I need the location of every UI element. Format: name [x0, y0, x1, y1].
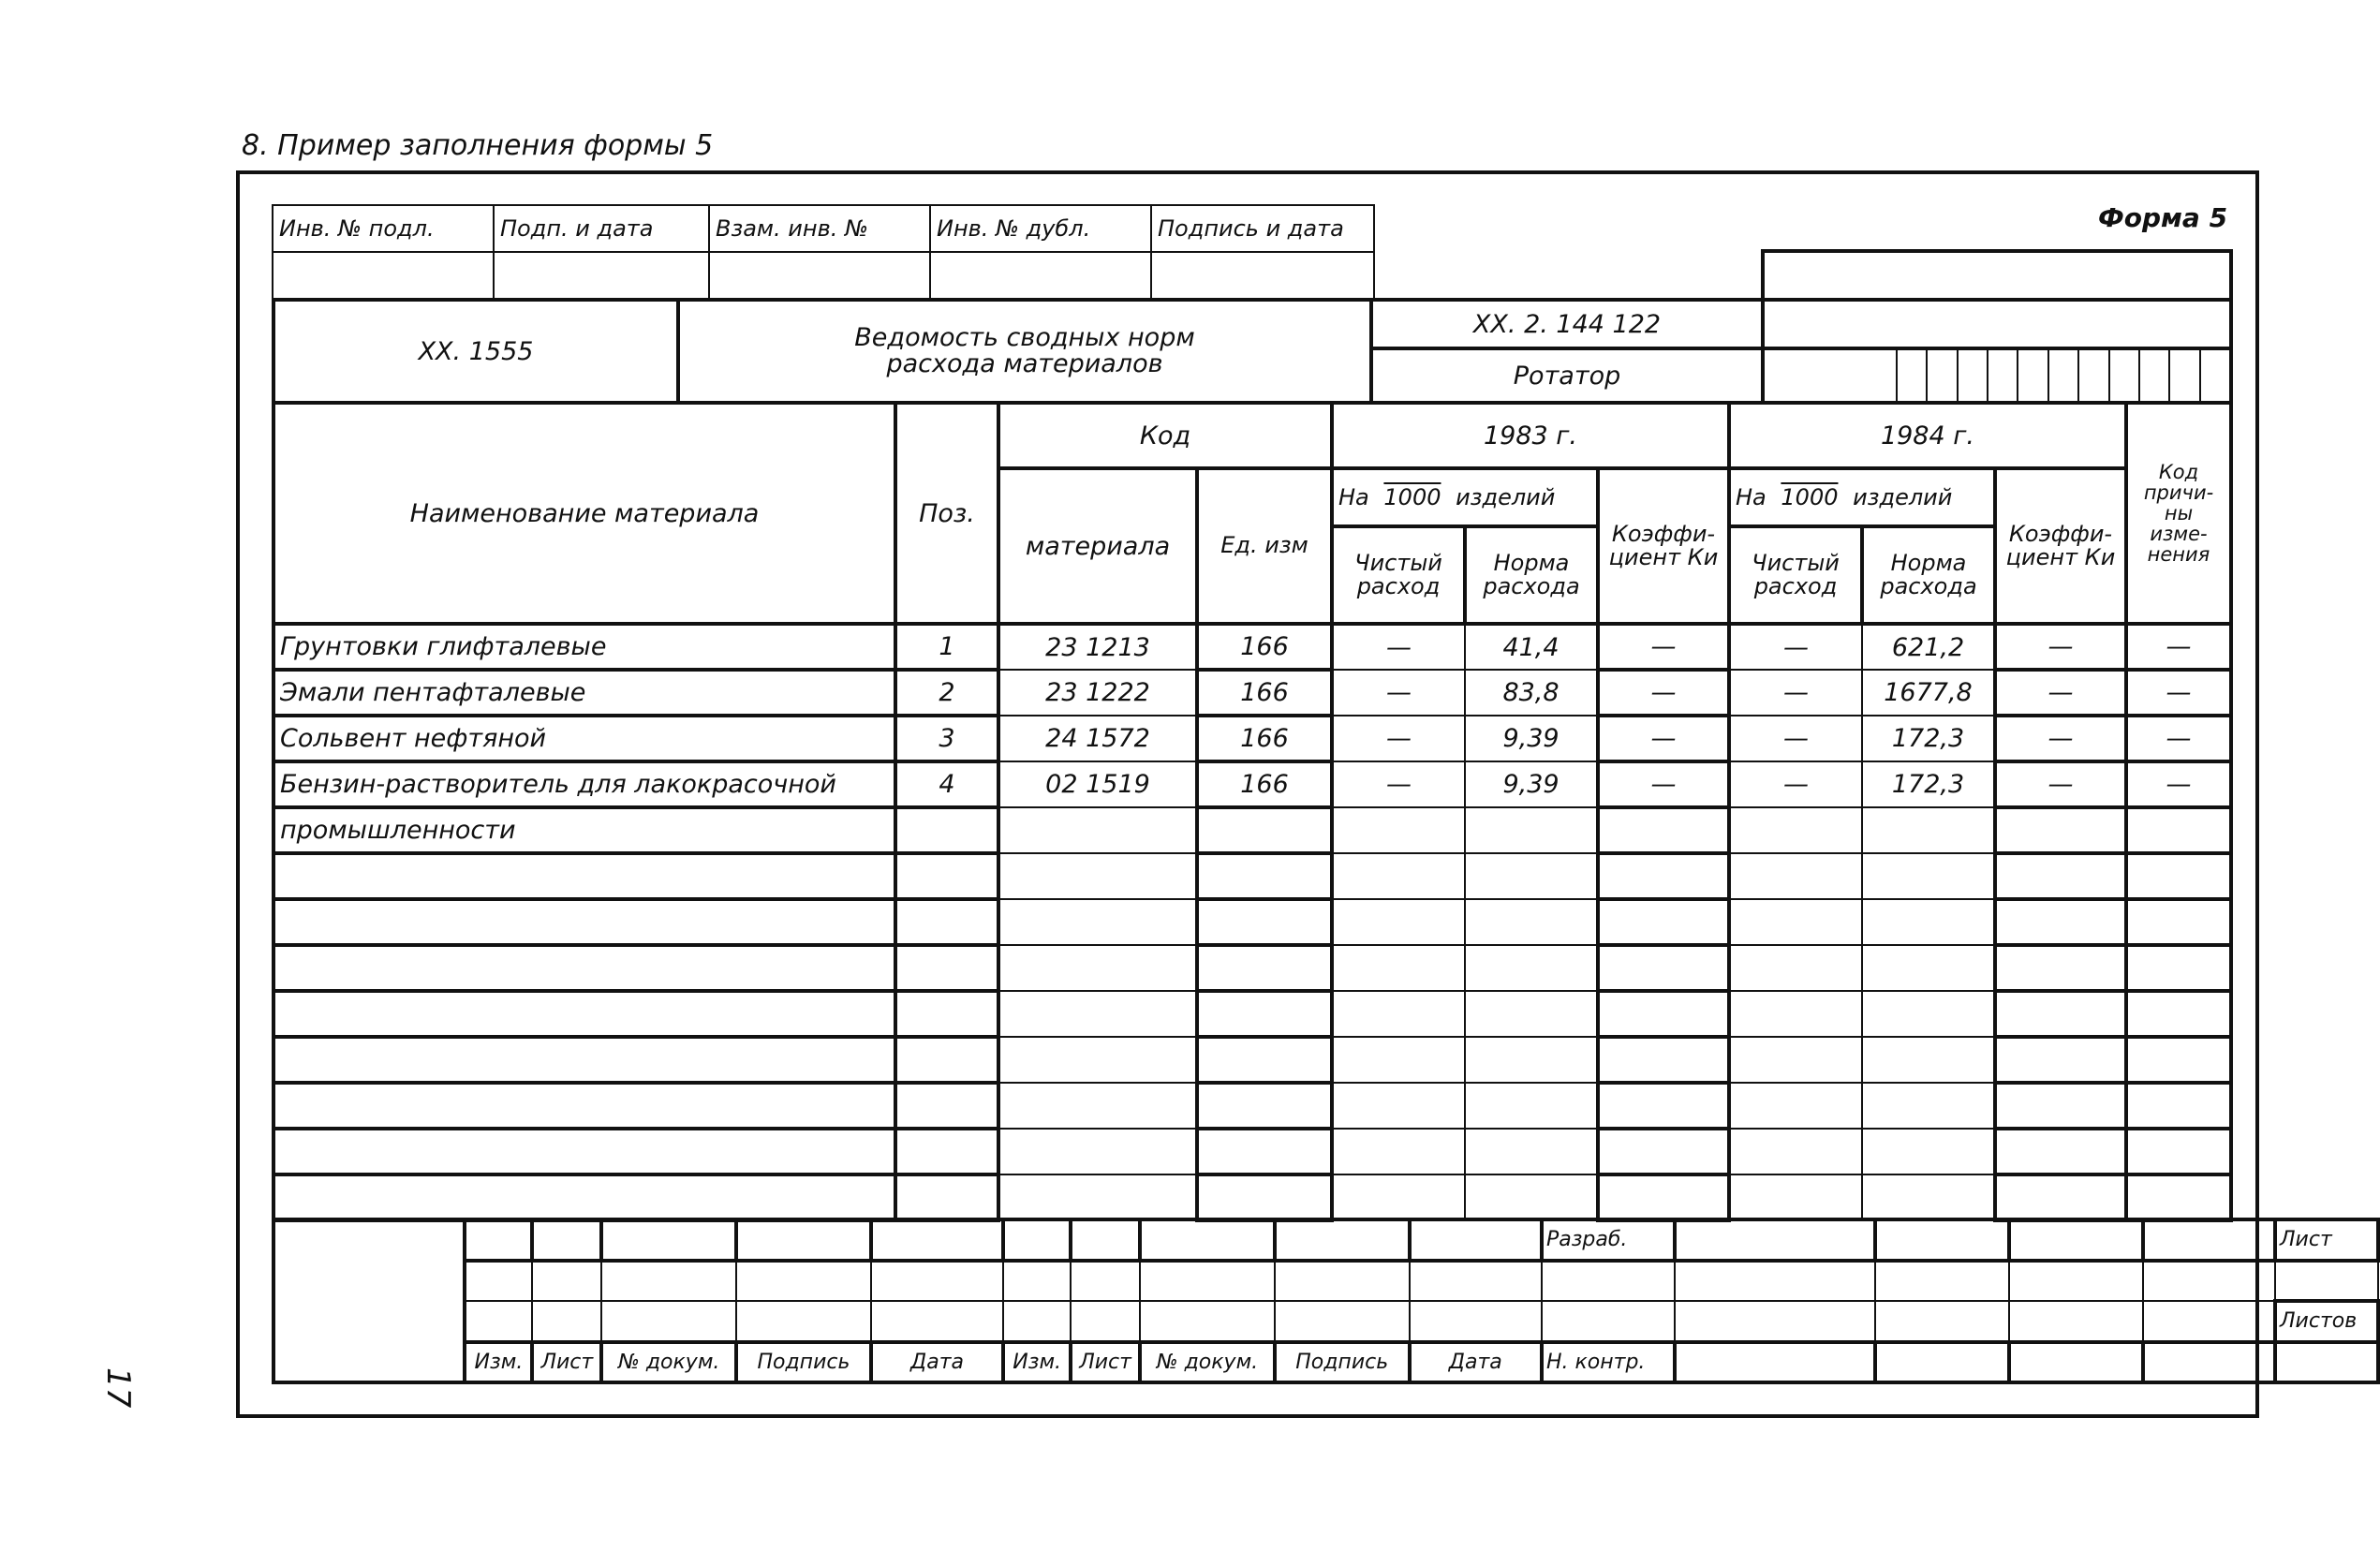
- cell-pos: 1: [895, 624, 998, 670]
- cell-net2: —: [1729, 670, 1862, 716]
- cell-norm1: 41,4: [1465, 624, 1598, 670]
- cell-unit: 166: [1197, 716, 1332, 761]
- cell-net2: [1729, 1037, 1862, 1083]
- cell-net1: [1332, 1129, 1465, 1174]
- header-year1: 1983 г.: [1332, 403, 1729, 468]
- header-net-year1: Чистый расход: [1332, 526, 1465, 624]
- cell-unit: [1197, 1037, 1332, 1083]
- header-reason: Код причи- ны изме- нения: [2126, 403, 2231, 624]
- per-suffix: изделий: [1853, 484, 1953, 510]
- designation-code: XX. 1555: [273, 300, 678, 403]
- cell-reason: [2126, 1129, 2231, 1174]
- page-number: 17: [99, 1367, 137, 1409]
- table-row: [273, 807, 2231, 853]
- strip-cell: [1151, 252, 1374, 299]
- right-box-cell: [1763, 300, 2231, 348]
- cell-net1: [1332, 945, 1465, 991]
- cell-pos: [895, 853, 998, 899]
- cell-norm2: [1862, 991, 1995, 1037]
- cell-net2: [1729, 1129, 1862, 1174]
- cell-reason: [2126, 1037, 2231, 1083]
- table-row: [273, 899, 2231, 945]
- cell-unit: 166: [1197, 624, 1332, 670]
- header-name: Наименование материала: [273, 403, 895, 624]
- cell-coef2: [1995, 1174, 2126, 1220]
- cell-norm1: [1465, 991, 1598, 1037]
- table-row: [273, 1129, 2231, 1174]
- cell-pos: 2: [895, 670, 998, 716]
- header-norm-year1: Норма расхода: [1465, 526, 1598, 624]
- cell-reason: —: [2126, 716, 2231, 761]
- cell-net2: [1729, 853, 1862, 899]
- header-norm-year2: Норма расхода: [1862, 526, 1995, 624]
- table-row: [273, 945, 2231, 991]
- cell-coef1: [1598, 991, 1729, 1037]
- cell-net1: [1332, 1037, 1465, 1083]
- cell-norm2: [1862, 1129, 1995, 1174]
- cell-net1: [1332, 807, 1465, 853]
- cell-norm1: 83,8: [1465, 670, 1598, 716]
- header-kod: Код: [998, 403, 1332, 468]
- cell-unit: [1197, 1174, 1332, 1220]
- cell-pos: [895, 1037, 998, 1083]
- cell-norm1: 9,39: [1465, 761, 1598, 807]
- cell-coef1: [1598, 1083, 1729, 1129]
- stamp-ndoc-2: № докум.: [1140, 1342, 1275, 1383]
- product-name: Ротатор: [1371, 348, 1763, 403]
- per-prefix: На: [1338, 484, 1369, 510]
- table-row: [273, 670, 2231, 716]
- title-stamp: [272, 1218, 2380, 1384]
- cell-net2: —: [1729, 761, 1862, 807]
- cell-coef1: [1598, 807, 1729, 853]
- cell-coef2: [1995, 899, 2126, 945]
- cell-code: [998, 853, 1197, 899]
- cell-norm1: [1465, 1083, 1598, 1129]
- cell-name: [273, 1037, 895, 1083]
- header-net-year2: Чистый расход: [1729, 526, 1862, 624]
- cell-name: [273, 945, 895, 991]
- cell-pos: [895, 1129, 998, 1174]
- cell-name: Сольвент нефтяной: [273, 716, 895, 761]
- cell-pos: [895, 807, 998, 853]
- table-row: [273, 1083, 2231, 1129]
- cell-reason: [2126, 945, 2231, 991]
- cell-code: [998, 945, 1197, 991]
- stamp-izm-1: Изм.: [465, 1342, 532, 1383]
- cell-reason: —: [2126, 670, 2231, 716]
- per-qty: 1000: [1383, 484, 1441, 510]
- cell-coef1: [1598, 853, 1729, 899]
- document-title: [678, 300, 1371, 403]
- cell-net1: —: [1332, 624, 1465, 670]
- cell-coef1: —: [1598, 716, 1729, 761]
- strip-header-inv-podl: Инв. № подл.: [273, 205, 494, 252]
- cell-net2: —: [1729, 624, 1862, 670]
- cell-norm1: [1465, 1129, 1598, 1174]
- cell-reason: —: [2126, 624, 2231, 670]
- cell-net2: [1729, 945, 1862, 991]
- materials-table: [272, 401, 2233, 1222]
- cell-code: [998, 991, 1197, 1037]
- cell-unit: [1197, 991, 1332, 1037]
- table-row: [273, 761, 2231, 807]
- cell-net1: —: [1332, 716, 1465, 761]
- stamp-izm-2: Изм.: [1003, 1342, 1071, 1383]
- cell-code: [998, 807, 1197, 853]
- stamp-list-label: Лист: [2275, 1219, 2378, 1261]
- document-title-line2: расхода материалов: [886, 349, 1163, 378]
- cell-net2: [1729, 991, 1862, 1037]
- header-year2: 1984 г.: [1729, 403, 2126, 468]
- cell-reason: [2126, 853, 2231, 899]
- cell-reason: [2126, 1083, 2231, 1129]
- cell-net1: [1332, 1174, 1465, 1220]
- cell-pos: 3: [895, 716, 998, 761]
- right-box-cell: [1763, 251, 2231, 300]
- stamp-ndoc-1: № докум.: [601, 1342, 736, 1383]
- table-row: [273, 716, 2231, 761]
- cell-coef1: —: [1598, 761, 1729, 807]
- cell-code: 23 1213: [998, 624, 1197, 670]
- cell-code: 02 1519: [998, 761, 1197, 807]
- cell-net1: [1332, 991, 1465, 1037]
- stamp-podpis-2: Подпись: [1275, 1342, 1410, 1383]
- cell-net2: [1729, 899, 1862, 945]
- strip-cell: [930, 252, 1151, 299]
- cell-norm2: 621,2: [1862, 624, 1995, 670]
- cell-norm1: [1465, 1037, 1598, 1083]
- table-row: [273, 624, 2231, 670]
- cell-coef1: [1598, 1129, 1729, 1174]
- cell-code: [998, 1174, 1197, 1220]
- cell-coef2: —: [1995, 761, 2126, 807]
- cell-net2: [1729, 1174, 1862, 1220]
- cell-reason: —: [2126, 761, 2231, 807]
- stamp-nkontr: Н. контр.: [1542, 1342, 1675, 1383]
- cell-pos: 4: [895, 761, 998, 807]
- header-pos: Поз.: [895, 403, 998, 624]
- cell-name: [273, 991, 895, 1037]
- cell-code: [998, 1083, 1197, 1129]
- cell-unit: 166: [1197, 670, 1332, 716]
- cell-net2: [1729, 1083, 1862, 1129]
- header-per-1000-year2: [1729, 468, 1995, 526]
- cell-coef2: [1995, 1037, 2126, 1083]
- cell-name: [273, 1083, 895, 1129]
- cell-coef1: —: [1598, 624, 1729, 670]
- cell-unit: [1197, 1083, 1332, 1129]
- strip-header-podpis-data: Подпись и дата: [1151, 205, 1374, 252]
- cell-norm2: [1862, 1037, 1995, 1083]
- cell-pos: [895, 899, 998, 945]
- header-unit: Ед. изм: [1197, 468, 1332, 624]
- title-block: [272, 298, 2233, 405]
- cell-code: [998, 1129, 1197, 1174]
- cell-norm2: [1862, 945, 1995, 991]
- stamp-data-1: Дата: [871, 1342, 1003, 1383]
- cell-norm1: [1465, 945, 1598, 991]
- cell-unit: [1197, 899, 1332, 945]
- cell-norm2: [1862, 1174, 1995, 1220]
- header-per-1000-year1: [1332, 468, 1598, 526]
- cell-norm1: [1465, 807, 1598, 853]
- cell-reason: [2126, 1174, 2231, 1220]
- cell-code: [998, 1037, 1197, 1083]
- cell-norm2: [1862, 899, 1995, 945]
- cell-name: [273, 899, 895, 945]
- cell-name: Бензин-растворитель для лакокрасочной: [273, 761, 895, 807]
- cell-unit: [1197, 807, 1332, 853]
- cell-coef1: [1598, 945, 1729, 991]
- cell-norm2: [1862, 807, 1995, 853]
- page-caption: 8. Пример заполнения формы 5: [242, 129, 714, 162]
- cell-reason: [2126, 899, 2231, 945]
- cell-coef2: [1995, 807, 2126, 853]
- cell-norm1: 9,39: [1465, 716, 1598, 761]
- cell-code: 24 1572: [998, 716, 1197, 761]
- cell-coef2: [1995, 1083, 2126, 1129]
- cell-pos: [895, 1174, 998, 1220]
- table-row: [273, 1037, 2231, 1083]
- cell-norm2: 172,3: [1862, 761, 1995, 807]
- cell-norm1: [1465, 853, 1598, 899]
- cell-pos: [895, 1083, 998, 1129]
- cell-name: Эмали пентафталевые: [273, 670, 895, 716]
- cell-unit: [1197, 1129, 1332, 1174]
- cell-norm1: [1465, 899, 1598, 945]
- code-grid: [1763, 348, 2231, 403]
- stamp-data-2: Дата: [1410, 1342, 1542, 1383]
- cell-norm2: 172,3: [1862, 716, 1995, 761]
- stamp-podpis-1: Подпись: [736, 1342, 871, 1383]
- cell-coef1: [1598, 899, 1729, 945]
- cell-unit: 166: [1197, 761, 1332, 807]
- registration-strip: [272, 204, 1375, 300]
- cell-pos: [895, 991, 998, 1037]
- cell-name: [273, 1129, 895, 1174]
- cell-code: [998, 899, 1197, 945]
- per-prefix: На: [1736, 484, 1767, 510]
- cell-net1: [1332, 853, 1465, 899]
- header-coef-year2: Коэффи- циент Ки: [1995, 468, 2126, 624]
- cell-net1: —: [1332, 670, 1465, 716]
- table-row: [273, 853, 2231, 899]
- strip-header-vzam-inv: Взам. инв. №: [709, 205, 930, 252]
- cell-net1: [1332, 1083, 1465, 1129]
- cell-reason: [2126, 991, 2231, 1037]
- cell-norm2: 1677,8: [1862, 670, 1995, 716]
- cell-norm2: [1862, 1083, 1995, 1129]
- cell-name: [273, 853, 895, 899]
- strip-header-podp-data: Подп. и дата: [494, 205, 709, 252]
- strip-cell: [709, 252, 930, 299]
- cell-coef2: —: [1995, 624, 2126, 670]
- strip-header-inv-dubl: Инв. № дубл.: [930, 205, 1151, 252]
- cell-coef2: [1995, 1129, 2126, 1174]
- cell-coef2: [1995, 853, 2126, 899]
- cell-pos: [895, 945, 998, 991]
- cell-reason: [2126, 807, 2231, 853]
- cell-coef2: [1995, 991, 2126, 1037]
- document-number: XX. 2. 144 122: [1371, 300, 1763, 348]
- cell-coef1: [1598, 1037, 1729, 1083]
- stamp-list-1: Лист: [532, 1342, 601, 1383]
- stamp-listov-label: Листов: [2275, 1301, 2378, 1342]
- cell-net2: [1729, 807, 1862, 853]
- header-coef-year1: Коэффи- циент Ки: [1598, 468, 1729, 624]
- table-row: [273, 1174, 2231, 1220]
- form-label: Форма 5: [2098, 202, 2228, 233]
- cell-coef1: [1598, 1174, 1729, 1220]
- cell-unit: [1197, 853, 1332, 899]
- strip-cell: [273, 252, 494, 299]
- per-qty: 1000: [1781, 484, 1839, 510]
- cell-coef1: —: [1598, 670, 1729, 716]
- cell-net1: [1332, 899, 1465, 945]
- stamp-list-2: Лист: [1071, 1342, 1140, 1383]
- cell-coef2: —: [1995, 670, 2126, 716]
- document-title-line1: Ведомость сводных норм: [854, 322, 1195, 352]
- cell-name: Грунтовки глифталевые: [273, 624, 895, 670]
- table-row: [273, 991, 2231, 1037]
- stamp-razrab: Разраб.: [1542, 1219, 1675, 1261]
- cell-coef2: —: [1995, 716, 2126, 761]
- cell-norm1: [1465, 1174, 1598, 1220]
- cell-name: промышленности: [273, 807, 895, 853]
- cell-unit: [1197, 945, 1332, 991]
- cell-code: 23 1222: [998, 670, 1197, 716]
- cell-coef2: [1995, 945, 2126, 991]
- cell-name: [273, 1174, 895, 1220]
- cell-net1: —: [1332, 761, 1465, 807]
- header-material: материала: [998, 468, 1197, 624]
- per-suffix: изделий: [1456, 484, 1556, 510]
- cell-net2: —: [1729, 716, 1862, 761]
- stamp-blank: [273, 1219, 465, 1382]
- cell-norm2: [1862, 853, 1995, 899]
- strip-cell: [494, 252, 709, 299]
